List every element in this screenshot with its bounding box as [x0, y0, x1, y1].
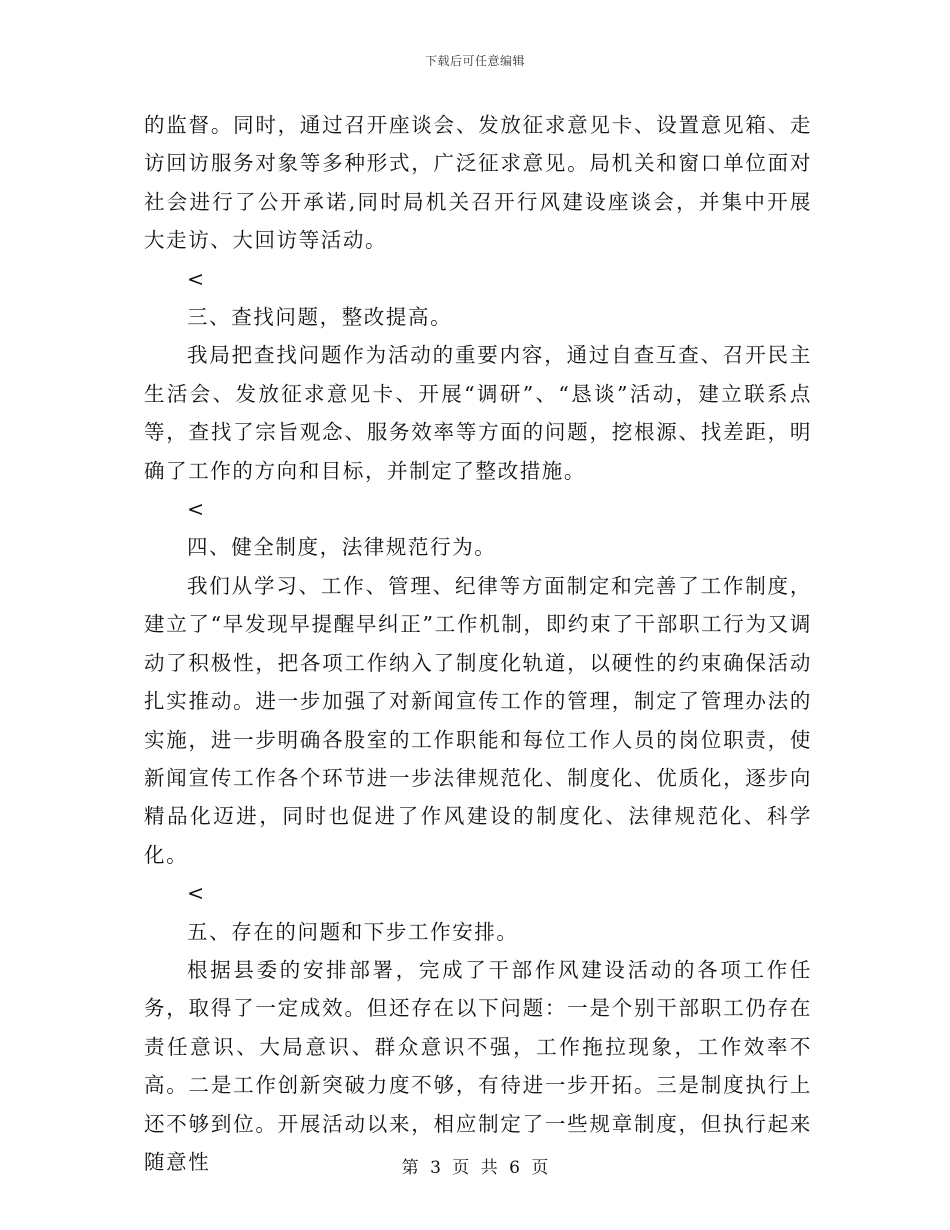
paragraph-section-5: 根据县委的安排部署，完成了干部作风建设活动的各项工作任务，取得了一定成效。但还存在以下问题：一是个别干部职工仍存在责任意识、大局意识、群众意识不强，工作拖拉现象，工作效率不高。二是工作创新突破力度不够，有待进一步开拓。三是制度执行上还不够到位。开展活动以来，相应制定了一些规章制度，但执行起来随意性: [144, 957, 812, 1174]
paragraph-continuation: 的监督。同时，通过召开座谈会、发放征求意见卡、设置意见箱、走访回访服务对象等多种形式，广泛征求意见。局机关和窗口单位面对社会进行了公开承诺,同时局机关召开行风建设座谈会，并集中开展大走访、大回访等活动。: [144, 113, 812, 253]
page-header: 下载后可任意编辑: [424, 54, 525, 68]
paragraph-section-3: 我局把查找问题作为活动的重要内容，通过自查互查、召开民主生活会、发放征求意见卡、开展“调研”、“恳谈”活动，建立联系点等，查找了宗旨观念、服务效率等方面的问题，挖根源、找差距，明确了工作的方向和目标，并制定了整改措施。: [144, 343, 812, 483]
bracket-marker: <: [187, 881, 206, 906]
section-heading-5: 五、存在的问题和下步工作安排。: [187, 919, 519, 944]
page-number: 第 3 页 共 6 页: [401, 1158, 549, 1178]
bracket-marker: <: [187, 266, 206, 291]
paragraph-section-4: 我们从学习、工作、管理、纪律等方面制定和完善了工作制度，建立了“早发现早提醒早纠正”工作机制，即约束了干部职工行为又调动了积极性，把各项工作纳入了制度化轨道，以硬性的约束确保活动扎实推动。进一步加强了对新闻宣传工作的管理，制定了管理办法的实施，进一步明确各股室的工作职能和每位工作人员的岗位职责，使新闻宣传工作各个环节进一步法律规范化、制度化、优质化，逐步向精品化迈进，同时也促进了作风建设的制度化、法律规范化、科学化。: [144, 573, 812, 867]
section-heading-4: 四、健全制度，法律规范行为。: [187, 535, 497, 560]
document-body: [144, 106, 812, 1181]
section-heading-3: 三、查找问题，整改提高。: [187, 305, 453, 330]
bracket-marker: <: [187, 497, 206, 522]
